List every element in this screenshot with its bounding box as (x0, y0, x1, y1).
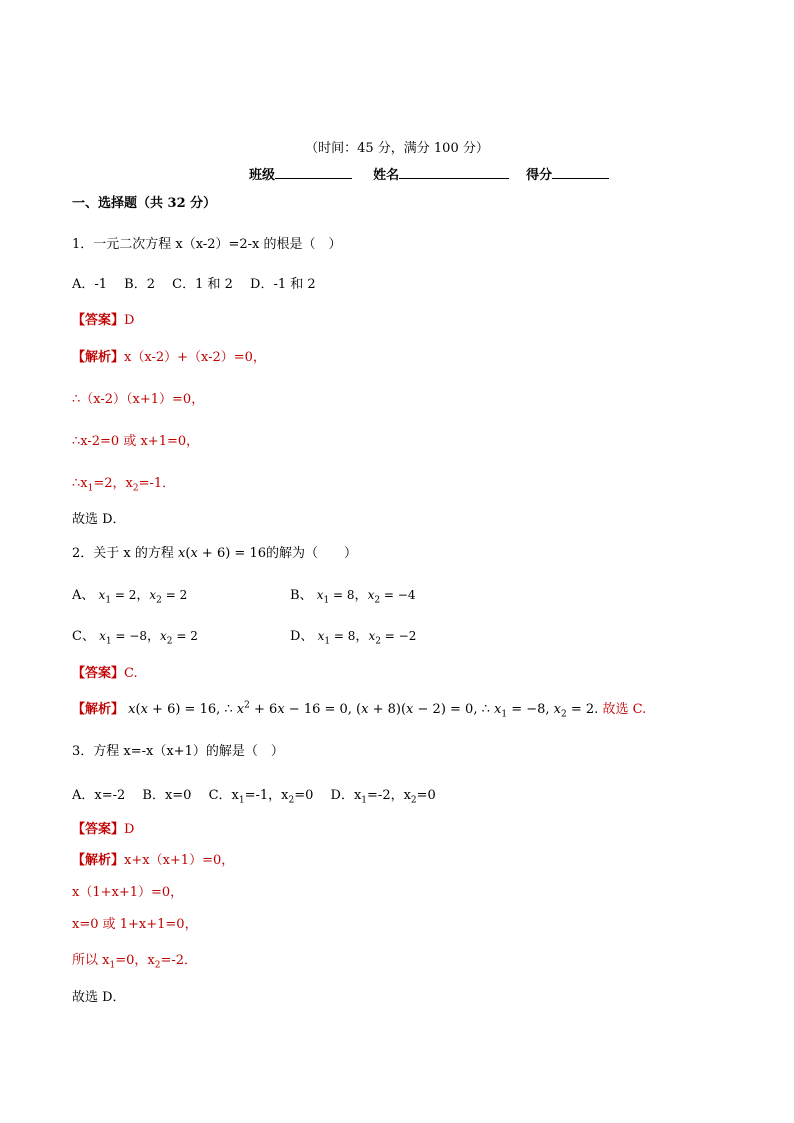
score-blank (552, 165, 609, 179)
analysis-tag: 【解析】 (72, 702, 125, 717)
class-label: 班级 (249, 168, 276, 183)
analysis-end: 故选 C. (602, 702, 647, 717)
q3-analysis-line4 (72, 949, 197, 971)
text: =-1． (138, 476, 176, 491)
text: =-1，x (244, 788, 289, 803)
exam-info: （时间：45 分，满分 100 分） (305, 141, 489, 156)
q2-option-d[interactable]: D、 $x_1 = 8$，$x_2 = -2$ (290, 629, 417, 647)
q2-solution-formula: x(x + 6) = 16, ∴ $x^2 + 6x - 16 = 0$, (x + 8)(x − 2) = 0, ∴ $x_1 = -8$, $x_2 = 2$. (128, 700, 599, 720)
subscript: 1 (87, 483, 94, 494)
text: A．x=-2 B．x=0 C．x (72, 788, 239, 803)
analysis-tag: 【解析】 (72, 350, 125, 365)
q1-analysis-line1 (72, 346, 266, 365)
text: =0 (416, 788, 436, 803)
section-title: 一、选择题（共 32 分） (72, 196, 217, 211)
answer-value: C. (124, 666, 138, 681)
score-label: 得分 (526, 168, 553, 183)
q1-analysis-line4 (72, 472, 176, 494)
text: =0 D．x (294, 788, 362, 803)
q2-analysis (72, 698, 647, 720)
q2-option-c[interactable]: C、 $x_1 = -8$，$x_2 = 2$ (72, 629, 198, 647)
option-label: D、 (290, 629, 314, 644)
q3-conclusion: 故选 D． (72, 990, 126, 1005)
analysis-text: x+x（x+1）=0， (124, 853, 235, 868)
subscript: 1 (361, 795, 368, 806)
name-blank (399, 165, 509, 179)
subscript: 2 (410, 795, 417, 806)
q1-answer (72, 309, 134, 328)
option-label: A、 (72, 588, 95, 603)
analysis-text: x（x-2）+（x-2）=0， (124, 350, 266, 365)
subscript: 2 (132, 483, 139, 494)
answer-tag: 【答案】 (72, 822, 125, 837)
answer-tag: 【答案】 (72, 313, 125, 328)
q3-options (72, 784, 436, 806)
stem-prefix: 2．关于 x 的方程 (72, 546, 174, 561)
q2-answer (72, 662, 138, 681)
text: ∴x (72, 476, 88, 491)
q3-analysis-line3: x=0 或 1+x+1=0， (72, 917, 198, 932)
option-label: C、 (72, 629, 95, 644)
q2-stem (72, 542, 357, 561)
q2-option-b[interactable]: B、 $x_1 = 8$，$x_2 = -4$ (290, 588, 416, 606)
text: =0，x (115, 953, 155, 968)
q3-answer (72, 818, 134, 837)
text: =-2，x (367, 788, 411, 803)
subscript: 2 (154, 960, 161, 971)
text: =2，x (93, 476, 133, 491)
q1-options: A．-1 B．2 C．1 和 2 D．-1 和 2 (72, 277, 316, 292)
q1-analysis-line2: ∴（x-2）（x+1）=0， (72, 392, 205, 407)
class-blank (275, 165, 352, 179)
subscript: 1 (109, 960, 116, 971)
text: 所以 x (72, 953, 110, 968)
q1-stem: 1．一元二次方程 x（x-2）=2-x 的根是（ ） (72, 237, 342, 252)
q1-conclusion: 故选 D． (72, 512, 126, 527)
q3-analysis-line2: x（1+x+1）=0， (72, 885, 184, 900)
answer-tag: 【答案】 (72, 666, 125, 681)
analysis-tag: 【解析】 (72, 853, 125, 868)
answer-value: D (124, 822, 135, 837)
q2-equation: x(x + 6) = 16 (178, 546, 266, 561)
q1-analysis-line3: ∴x-2=0 或 x+1=0， (72, 434, 200, 449)
q3-analysis-line1 (72, 849, 234, 868)
q2-option-a[interactable]: A、 $x_1 = 2$，$x_2 = 2$ (72, 588, 188, 606)
stem-suffix: 的解为（ ） (265, 546, 357, 561)
q3-stem: 3．方程 x=-x（x+1）的解是（ ） (72, 744, 284, 759)
subscript: 2 (288, 795, 295, 806)
option-label: B、 (290, 588, 313, 603)
subscript: 1 (238, 795, 245, 806)
answer-value: D (124, 313, 135, 328)
name-label: 姓名 (373, 168, 400, 183)
text: =-2． (160, 953, 197, 968)
student-info-row (249, 164, 609, 183)
